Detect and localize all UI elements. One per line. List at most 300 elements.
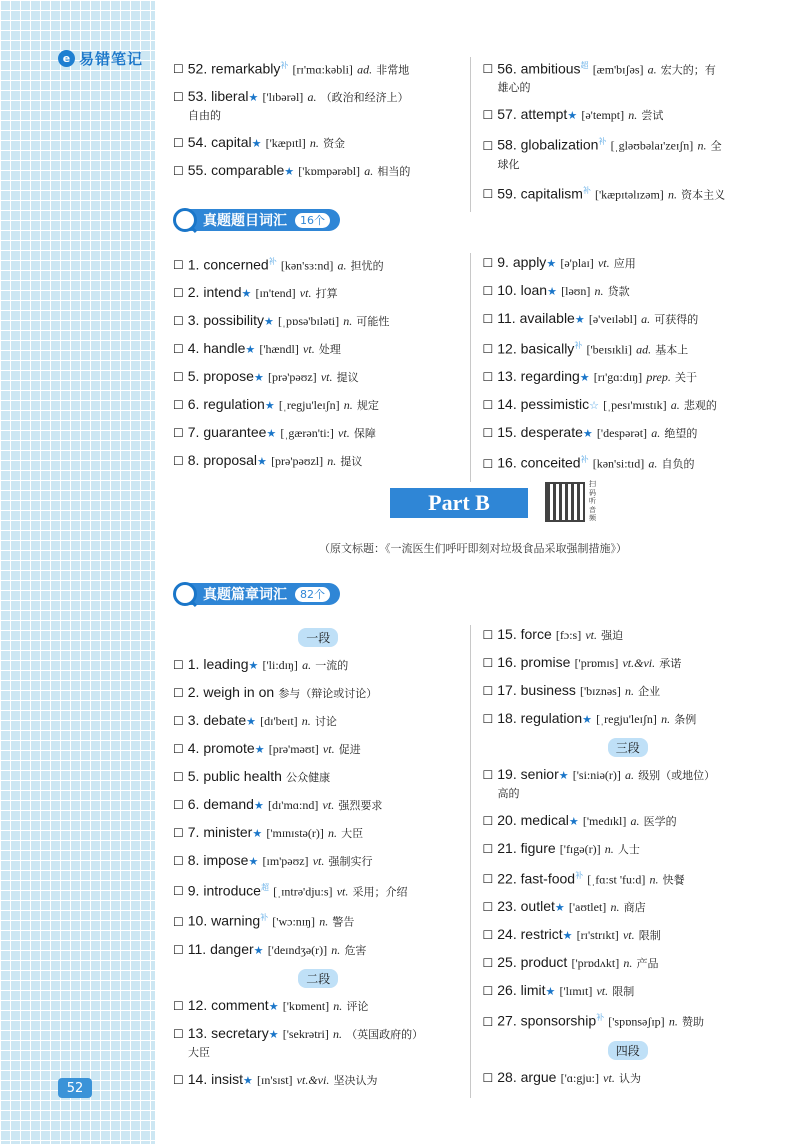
vocab-entry[interactable] — [483, 867, 774, 889]
phonetic: [æm'bɪʃəs] — [592, 62, 644, 77]
passage-vocab-block — [173, 625, 773, 1098]
checkbox-icon[interactable]: ☐ — [482, 398, 494, 413]
vocab-word: 59. capitalism — [497, 184, 583, 201]
paragraph-label: 二段 — [173, 968, 464, 988]
vocab-entry[interactable] — [483, 653, 774, 673]
chinese-meaning: 限制 — [612, 985, 635, 999]
vocab-word: 16. promise — [497, 654, 571, 670]
vocab-entry[interactable] — [483, 765, 774, 803]
vocab-entry[interactable] — [483, 395, 774, 415]
chinese-meaning: 危害 — [344, 943, 367, 957]
checkbox-icon[interactable]: ☐ — [482, 62, 494, 77]
vocab-word: 28. argue — [497, 1068, 557, 1085]
vocab-entry[interactable] — [173, 1024, 464, 1062]
phonetic: ['deɪndʒə(r)] — [267, 942, 328, 957]
part-of-speech: vt. — [585, 628, 598, 642]
vocab-word: 25. product — [497, 954, 568, 971]
checkbox-icon[interactable]: ☐ — [482, 814, 494, 828]
vocab-entry[interactable] — [483, 451, 774, 473]
vocab-entry[interactable] — [483, 367, 774, 387]
phonetic: ['kɒment] — [282, 998, 330, 1013]
star-icon: ★ — [579, 371, 590, 385]
checkbox-icon[interactable]: ☐ — [482, 370, 494, 385]
checkbox-icon[interactable]: ☐ — [482, 712, 494, 726]
chinese-meaning: 公众健康 — [286, 771, 331, 784]
vocab-word: 13. regarding — [497, 368, 580, 385]
vocab-word: 16. conceited — [497, 454, 581, 471]
part-of-speech: vt. — [622, 928, 635, 943]
checkbox-icon[interactable]: ☐ — [173, 286, 184, 301]
phonetic: [prə'məʊt] — [268, 742, 319, 756]
phonetic: ['aʊtlet] — [568, 900, 607, 915]
phonetic: [ɪn'tend] — [255, 286, 296, 301]
vocab-word: 15. force — [497, 626, 552, 642]
phonetic: ['prɒmɪs] — [574, 656, 619, 670]
chinese-meaning-cont: 高的 — [497, 787, 520, 800]
supplement-mark: 补 — [582, 185, 591, 195]
chinese-meaning: 可获得的 — [654, 313, 699, 326]
part-of-speech: vt. — [322, 798, 335, 812]
chinese-meaning: 强烈要求 — [338, 799, 383, 812]
part-of-speech: n. — [343, 314, 353, 329]
vocab-word: 24. restrict — [497, 926, 563, 943]
vocab-entry[interactable] — [173, 133, 464, 153]
qr-code-icon[interactable] — [545, 482, 585, 522]
vocab-entry[interactable] — [483, 182, 774, 204]
s2-right-column — [471, 625, 774, 1098]
checkbox-icon[interactable]: ☐ — [482, 186, 494, 201]
supplement-mark: 超 — [260, 883, 269, 892]
chinese-meaning: 绝望的 — [664, 427, 698, 441]
chinese-meaning: （英国政府的） — [346, 1027, 424, 1041]
phonetic: [prə'pəʊzl] — [271, 454, 324, 469]
vocab-word: 11. available — [497, 310, 575, 326]
question-vocab-block — [173, 253, 773, 482]
vocab-word: 27. sponsorship — [497, 1012, 597, 1029]
checkbox-icon[interactable]: ☐ — [482, 138, 494, 153]
supplement-mark: 补 — [260, 913, 269, 923]
chinese-meaning: 提议 — [336, 371, 359, 385]
chinese-meaning: 基本上 — [655, 343, 689, 357]
checkbox-icon[interactable]: ☐ — [173, 398, 184, 413]
vocab-entry[interactable] — [483, 981, 774, 1001]
checkbox-icon[interactable]: ☐ — [173, 258, 184, 273]
vocab-word: 8. impose — [187, 852, 249, 868]
vocab-word: 18. regulation — [497, 710, 583, 726]
vocab-entry[interactable] — [483, 1009, 774, 1031]
vocab-entry[interactable] — [173, 161, 464, 181]
page-sidebar — [0, 0, 155, 1144]
chinese-meaning: 资金 — [323, 137, 346, 151]
checkbox-icon[interactable]: ☐ — [482, 256, 494, 270]
star-icon: ★ — [582, 427, 593, 441]
star-icon: ★ — [243, 1073, 253, 1087]
section-title-pill — [189, 583, 340, 605]
checkbox-icon[interactable]: ☐ — [173, 770, 184, 784]
checkbox-icon[interactable]: ☐ — [173, 90, 184, 105]
vocab-entry[interactable] — [483, 253, 774, 273]
vocab-word: 54. capital — [187, 134, 252, 151]
vocab-entry[interactable] — [173, 367, 464, 387]
star-icon: ★ — [253, 943, 264, 957]
star-icon: ★ — [558, 769, 569, 782]
phonetic: [fɔ:s] — [555, 628, 582, 642]
phonetic: [rɪ'gɑ:dɪŋ] — [593, 370, 643, 385]
vocab-word: 53. liberal — [187, 88, 249, 105]
vocab-entry[interactable] — [173, 940, 464, 960]
paragraph-label: 一段 — [173, 627, 464, 647]
part-of-speech: a. — [302, 658, 312, 672]
original-title: （原文标题：《一流医生们呼吁即刻对垃圾食品采取强制措施》） — [319, 542, 627, 555]
vocab-entry[interactable] — [483, 811, 774, 831]
s2-right-group-b — [483, 765, 774, 1032]
chinese-meaning: 保障 — [353, 427, 376, 441]
phonetic: [prə'pəʊz] — [267, 370, 317, 385]
chinese-meaning: 自负的 — [661, 457, 695, 471]
supplement-mark: 补 — [596, 1013, 605, 1023]
part-of-speech: vt.&vi. — [296, 1072, 330, 1087]
part-of-speech: vt. — [597, 256, 610, 270]
checkbox-icon[interactable]: ☐ — [173, 714, 184, 728]
vocab-word: 55. comparable — [187, 162, 285, 179]
part-of-speech: n. — [668, 1014, 678, 1029]
part-of-speech: a. — [337, 258, 347, 273]
part-of-speech: vt. — [299, 286, 312, 301]
vocab-word: 14. pessimistic — [497, 396, 590, 413]
checkbox-icon[interactable]: ☐ — [173, 1026, 184, 1041]
phonetic: ['bɪznəs] — [580, 684, 621, 698]
part-of-speech: vt.&vi. — [622, 656, 656, 670]
part-of-speech: n. — [624, 684, 634, 698]
part-of-speech: vt. — [322, 742, 335, 756]
chinese-meaning: 讨论 — [314, 715, 337, 728]
vocab-entry[interactable] — [173, 739, 464, 759]
s1-right-column — [471, 253, 774, 482]
vocab-entry[interactable] — [173, 851, 464, 871]
checkbox-icon[interactable]: ☐ — [173, 658, 184, 672]
vocab-entry[interactable] — [173, 87, 464, 125]
part-of-speech: n. — [319, 914, 329, 929]
phonetic: [ɪn'sɪst] — [257, 1072, 293, 1087]
part-of-speech: a. — [651, 426, 661, 441]
part-of-speech: vt. — [320, 370, 333, 385]
checkbox-icon[interactable]: ☐ — [482, 956, 494, 971]
chinese-meaning: 促进 — [338, 743, 361, 756]
part-of-speech: vt. — [336, 884, 349, 899]
part-of-speech: n. — [623, 956, 633, 971]
vocab-entry[interactable] — [483, 309, 774, 329]
vocab-entry[interactable] — [173, 311, 464, 331]
page-number: 52 — [58, 1078, 92, 1098]
s2-right-group-a — [483, 625, 774, 729]
vocab-entry[interactable] — [173, 339, 464, 359]
vocab-word: 22. fast-food — [497, 870, 576, 887]
vocab-entry[interactable] — [483, 953, 774, 973]
part-of-speech: prep. — [646, 370, 671, 385]
supplement-mark: 补 — [280, 61, 289, 70]
checkbox-icon[interactable]: ☐ — [173, 454, 184, 469]
checkbox-icon[interactable]: ☐ — [173, 884, 184, 899]
phonetic: [ˌfɑ:st 'fu:d] — [587, 872, 646, 887]
chinese-meaning: 大臣 — [341, 827, 364, 840]
vocab-entry[interactable] — [173, 711, 464, 731]
phonetic: [ˌpɒsə'bɪləti] — [278, 314, 340, 329]
vocab-entry[interactable] — [173, 451, 464, 471]
vocab-entry[interactable] — [173, 767, 464, 787]
part-of-speech: n. — [661, 712, 671, 726]
checkbox-icon[interactable]: ☐ — [482, 1070, 494, 1085]
phonetic: ['despərət] — [596, 426, 648, 441]
vocab-word: 1. leading — [187, 656, 249, 672]
phonetic: ['spɒnsəʃɪp] — [608, 1014, 665, 1029]
vocab-entry[interactable] — [173, 879, 464, 901]
brand-logo — [58, 48, 143, 69]
part-of-speech: n. — [327, 826, 337, 840]
checkbox-icon[interactable]: ☐ — [482, 312, 494, 326]
vocab-entry[interactable] — [483, 281, 774, 301]
checkbox-icon[interactable]: ☐ — [173, 164, 184, 179]
vocab-entry[interactable] — [483, 897, 774, 917]
checkbox-icon[interactable]: ☐ — [173, 686, 184, 700]
section-title: 真题篇章词汇 — [203, 587, 287, 603]
part-of-speech: n. — [649, 872, 659, 887]
part-of-speech: ad. — [357, 62, 373, 77]
vocab-entry[interactable] — [173, 253, 464, 275]
vocab-entry[interactable] — [483, 57, 774, 97]
phonetic: ['lɪbərəl] — [262, 90, 304, 105]
vocab-word: 5. propose — [187, 368, 254, 385]
chinese-meaning: 担忧的 — [350, 259, 384, 273]
chinese-meaning: 应用 — [613, 257, 636, 270]
part-of-speech: a. — [364, 164, 374, 179]
checkbox-icon[interactable]: ☐ — [482, 108, 494, 123]
part-of-speech: n. — [343, 398, 353, 413]
chinese-meaning: 宏大的；有 — [660, 63, 716, 77]
vocab-word: 4. handle — [187, 340, 246, 357]
checkbox-icon[interactable]: ☐ — [173, 136, 184, 151]
checkbox-icon[interactable]: ☐ — [482, 628, 494, 642]
vocab-entry[interactable] — [483, 133, 774, 173]
chinese-meaning: 采用；介绍 — [352, 885, 408, 899]
vocab-entry[interactable] — [173, 57, 464, 79]
part-of-speech: n. — [697, 138, 707, 153]
supplement-mark: 补 — [580, 455, 589, 465]
checkbox-icon[interactable]: ☐ — [482, 928, 494, 943]
checkbox-icon[interactable]: ☐ — [482, 426, 494, 441]
vocab-entry[interactable] — [173, 395, 464, 415]
checkbox-icon[interactable]: ☐ — [482, 342, 494, 357]
checkbox-icon[interactable]: ☐ — [173, 798, 184, 812]
star-icon: ★ — [546, 257, 557, 270]
part-of-speech: n. — [333, 998, 343, 1013]
star-icon: ★ — [562, 929, 573, 943]
phonetic: ['fɪgə(r)] — [559, 842, 601, 856]
chinese-meaning-cont: 自由的 — [188, 109, 221, 123]
checkbox-icon[interactable]: ☐ — [482, 842, 494, 856]
chinese-meaning: 一流的 — [315, 659, 349, 672]
phonetic: [rɪ'strɪkt] — [576, 928, 619, 943]
checkbox-icon[interactable]: ☐ — [173, 342, 184, 357]
vocab-entry[interactable] — [173, 1070, 464, 1090]
chinese-meaning-cont: 雄心的 — [497, 81, 531, 95]
vocab-word: 12. comment — [187, 996, 269, 1013]
phonetic: [kən'si:tɪd] — [592, 456, 645, 471]
part-of-speech: n. — [301, 714, 311, 728]
checkbox-icon[interactable]: ☐ — [173, 314, 184, 329]
phonetic: [kən'sɜ:nd] — [280, 258, 334, 273]
star-icon: ★ — [266, 427, 277, 441]
chinese-meaning-cont: 大臣 — [188, 1045, 210, 1059]
checkbox-icon[interactable]: ☐ — [482, 984, 494, 999]
vocab-entry[interactable] — [483, 709, 774, 729]
chinese-meaning: 强制实行 — [328, 855, 373, 868]
checkbox-icon[interactable]: ☐ — [173, 62, 184, 77]
section-header-question-vocab — [173, 208, 340, 232]
vocab-entry[interactable] — [173, 823, 464, 843]
part-of-speech: vt. — [303, 342, 315, 357]
chinese-meaning: 商店 — [623, 901, 646, 915]
vocab-word: 57. attempt — [497, 106, 568, 123]
chinese-meaning: 承诺 — [659, 657, 682, 670]
checkbox-icon[interactable]: ☐ — [173, 854, 184, 868]
phonetic: ['mɪnɪstə(r)] — [266, 826, 324, 840]
checkbox-icon[interactable]: ☐ — [173, 998, 184, 1013]
star-icon: ★ — [241, 287, 252, 301]
part-of-speech: n. — [604, 842, 614, 856]
star-icon: ★ — [248, 855, 259, 868]
vocab-word: 5. public health — [187, 768, 282, 784]
vocab-entry[interactable] — [173, 683, 464, 703]
part-of-speech: vt. — [603, 1070, 615, 1085]
checkbox-icon[interactable]: ☐ — [173, 942, 184, 957]
vocab-entry[interactable] — [483, 681, 774, 701]
phonetic: ['kæpɪtəlɪzəm] — [595, 186, 664, 201]
chinese-meaning: 提议 — [340, 455, 363, 469]
supplement-mark: 补 — [575, 871, 584, 880]
star-icon: ★ — [246, 715, 257, 728]
vocab-word: 7. minister — [187, 824, 253, 840]
checkbox-icon[interactable]: ☐ — [173, 370, 184, 385]
part-of-speech: n. — [309, 136, 319, 151]
chinese-meaning: 强迫 — [601, 629, 624, 642]
part-of-speech: n. — [333, 1026, 342, 1041]
part-of-speech: n. — [628, 108, 638, 123]
phonetic: [dɪ'beɪt] — [260, 714, 298, 728]
star-icon: ★ — [268, 999, 279, 1013]
checkbox-icon[interactable]: ☐ — [173, 826, 184, 840]
vocab-entry[interactable] — [483, 337, 774, 359]
part-b-banner: Part B — [390, 488, 528, 518]
part-of-speech: a. — [641, 312, 651, 326]
vocab-entry[interactable] — [173, 996, 464, 1016]
vocab-word: 15. desperate — [497, 424, 583, 441]
checkbox-icon[interactable]: ☐ — [173, 426, 184, 441]
phonetic: ['si:niə(r)] — [572, 768, 621, 782]
vocab-word: 2. intend — [187, 284, 242, 301]
vocab-entry[interactable] — [483, 925, 774, 945]
word-count-badge: 16个 — [295, 213, 330, 228]
vocab-word: 12. basically — [497, 340, 575, 357]
s2-left-column — [173, 625, 471, 1098]
vocab-entry[interactable] — [483, 423, 774, 443]
vocab-entry[interactable] — [483, 625, 774, 645]
vocab-entry[interactable] — [483, 839, 774, 859]
top-left-column — [173, 57, 471, 212]
vocab-entry[interactable] — [483, 1068, 774, 1088]
star-icon: ★ — [554, 901, 565, 915]
part-of-speech: vt. — [596, 984, 609, 999]
vocab-word: 6. regulation — [187, 396, 265, 413]
vocab-entry[interactable] — [483, 105, 774, 125]
chinese-meaning: 坚决认为 — [333, 1073, 378, 1087]
chinese-meaning: 快餐 — [662, 873, 685, 887]
vocab-entry[interactable] — [173, 423, 464, 443]
checkbox-icon[interactable]: ☐ — [482, 872, 494, 887]
part-of-speech: n. — [331, 942, 341, 957]
phonetic: [ˌgləʊbəlaɪ'zeɪʃn] — [610, 138, 694, 153]
vocab-entry[interactable] — [173, 909, 464, 931]
star-icon: ★ — [251, 137, 262, 151]
chinese-meaning: 尝试 — [641, 109, 664, 123]
checkbox-icon[interactable]: ☐ — [173, 742, 184, 756]
checkbox-icon[interactable]: ☐ — [482, 656, 494, 670]
chinese-meaning: 参与（辩论或讨论） — [278, 687, 378, 700]
chinese-meaning-cont: 球化 — [497, 157, 520, 171]
checkbox-icon[interactable]: ☐ — [482, 684, 494, 698]
checkbox-icon[interactable]: ☐ — [482, 1014, 494, 1029]
part-of-speech: vt. — [338, 426, 350, 441]
vocab-word: 56. ambitious — [497, 60, 581, 77]
magnifier-icon — [173, 582, 197, 606]
phonetic: ['li:dɪŋ] — [262, 658, 298, 672]
vocab-word: 14. insist — [187, 1070, 244, 1087]
checkbox-icon[interactable]: ☐ — [482, 900, 494, 915]
qr-label: 扫码听音频 — [589, 480, 596, 522]
phonetic: [dɪ'mɑ:nd] — [267, 798, 319, 812]
phonetic: ['hændl] — [259, 342, 299, 357]
star-icon: ★ — [568, 815, 579, 828]
checkbox-icon[interactable]: ☐ — [482, 768, 494, 782]
checkbox-icon[interactable]: ☐ — [482, 284, 494, 298]
checkbox-icon[interactable]: ☐ — [173, 914, 184, 929]
checkbox-icon[interactable]: ☐ — [482, 456, 494, 471]
chinese-meaning: 相当的 — [377, 165, 411, 179]
chinese-meaning: 条例 — [674, 713, 697, 726]
vocab-entry[interactable] — [173, 655, 464, 675]
phonetic: [rɪ'mɑ:kəbli] — [292, 62, 353, 77]
vocab-word: 8. proposal — [187, 452, 258, 469]
checkbox-icon[interactable]: ☐ — [173, 1072, 184, 1087]
part-of-speech: a. — [625, 768, 635, 782]
chinese-meaning: 赞助 — [681, 1015, 704, 1029]
chinese-meaning: 限制 — [638, 929, 661, 943]
vocab-entry[interactable] — [173, 795, 464, 815]
phonetic: [ə'plaɪ] — [560, 256, 594, 270]
part-of-speech: n. — [327, 454, 337, 469]
vocab-word: 6. demand — [187, 796, 254, 812]
chinese-meaning: 打算 — [315, 287, 338, 301]
vocab-word: 13. secretary — [187, 1024, 269, 1041]
vocab-word: 23. outlet — [497, 898, 555, 915]
chinese-meaning: 资本主义 — [681, 187, 726, 201]
part-of-speech: a. — [307, 90, 317, 105]
phonetic: [ə'tempt] — [581, 108, 625, 123]
vocab-word: 4. promote — [187, 740, 255, 756]
phonetic: ['kæpɪtl] — [265, 136, 306, 151]
part-of-speech: n. — [610, 900, 620, 915]
star-icon: ★ — [545, 985, 556, 999]
vocab-entry[interactable] — [173, 283, 464, 303]
